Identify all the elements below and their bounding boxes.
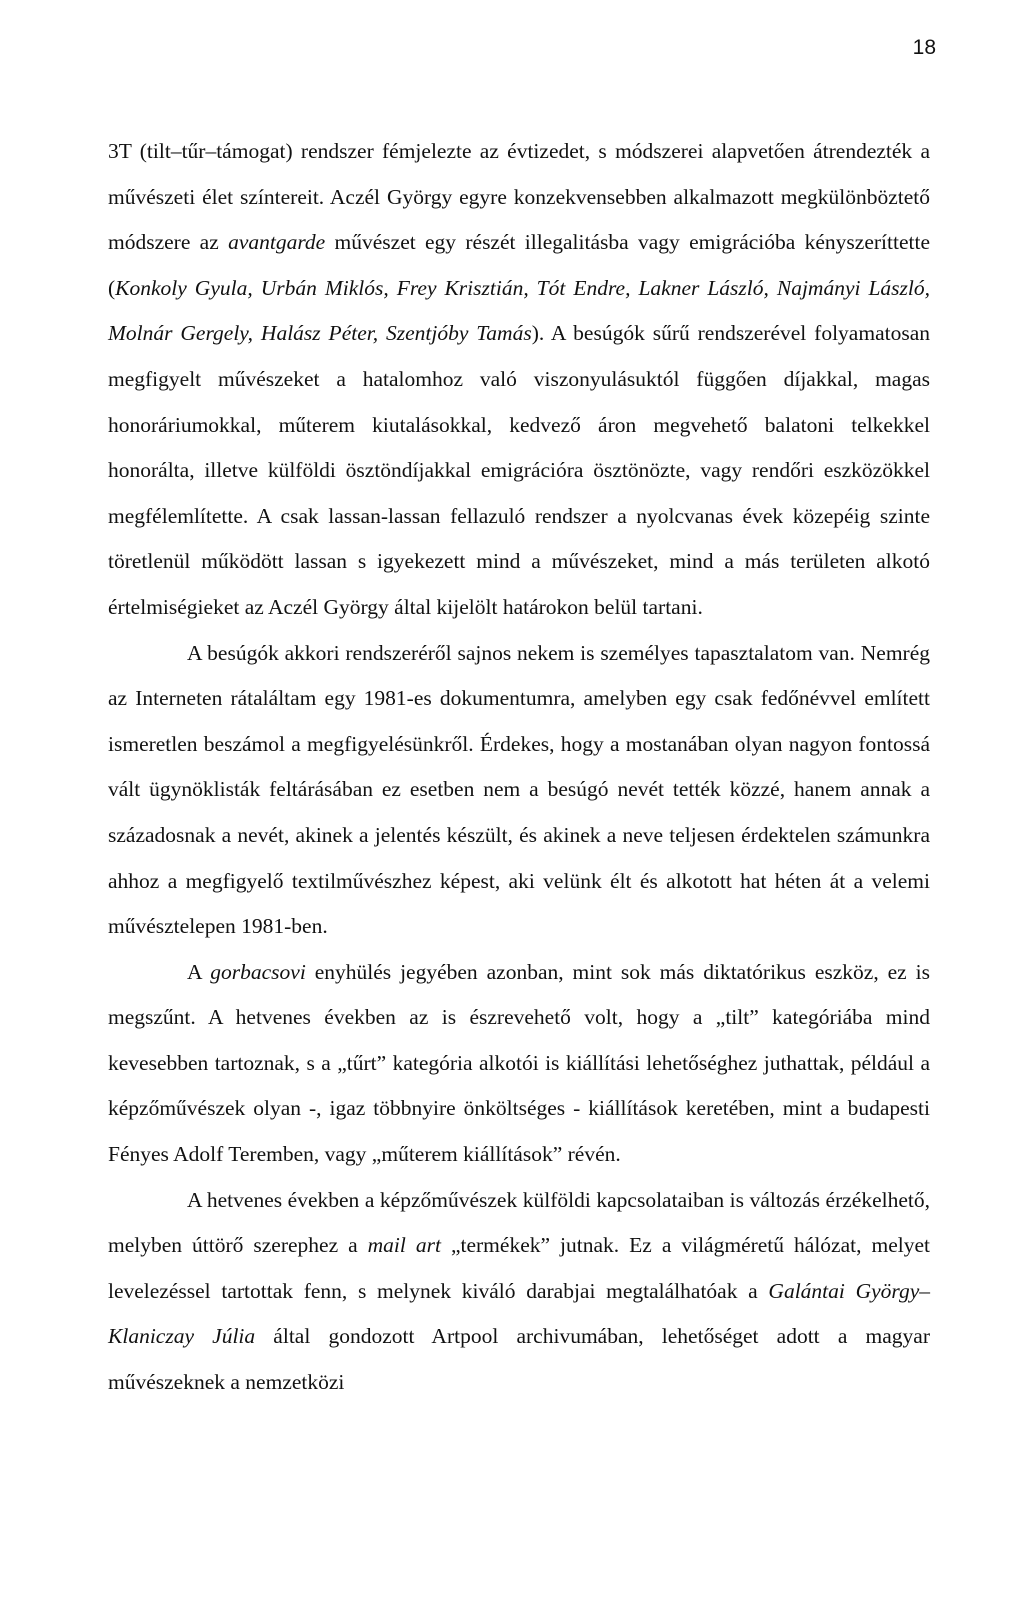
- text-run: A: [187, 959, 211, 984]
- text-run: 3T (tilt–tűr–támogat) rendszer fémjelezte az évtizedet, s módszerei alapvetően átrendezték a művészeti élet színtereit. Aczél György egyre konzekvensebben alkalmazott megkülönböztető módszere az: [108, 139, 930, 255]
- text-run: „termékek” jutnak. Ez a világméretű hálózat, melyet levelezéssel tartottak fenn, s melynek kiváló darabjai megtalálhatóak a: [108, 1233, 930, 1303]
- paragraph: [108, 631, 930, 950]
- paragraph: [108, 950, 930, 1178]
- text-run: művészet egy részét illegalitásba vagy emigrációba kényszeríttette (: [108, 230, 930, 300]
- italic-text-run: Konkoly Gyula, Urbán Miklós, Frey Krisztián, Tót Endre, Lakner László, Najmányi László, Molnár Gergely, Halász Péter, Szentjóby Tamás: [108, 275, 930, 346]
- text-run: enyhülés jegyében azonban, mint sok más diktatórikus eszköz, ez is megszűnt. A hetvenes években az is észrevehető volt, hogy a „tilt” kategóriába mind kevesebben tartoznak, s a „tűrt” kategória alkotói is kiállítási lehetőséghez juthattak, például a képzőművészek olyan -, igaz többnyire önköltséges - kiállítások keretében, mint a budapesti Fényes Adolf Teremben, vagy „műterem kiállítások” révén.: [108, 959, 930, 1167]
- italic-text-run: gorbacsovi: [210, 959, 306, 984]
- paragraph: [108, 1178, 930, 1406]
- italic-text-run: avantgarde: [228, 230, 326, 255]
- document-body: [108, 129, 930, 1406]
- paragraph: [108, 129, 930, 631]
- text-run: A hetvenes években a képzőművészek külföldi kapcsolataiban is változás érzékelhető, melyben úttörő szerephez a: [108, 1187, 930, 1258]
- text-run: által gondozott Artpool archivumában, lehetőséget adott a magyar művészeknek a nemzetközi: [108, 1324, 930, 1395]
- italic-text-run: Galántai György–Klaniczay Júlia: [108, 1278, 930, 1349]
- text-run: A besúgók akkori rendszeréről sajnos nekem is személyes tapasztalatom van. Nemrég az Interneten rátaláltam egy 1981-es dokumentumra, amelyben egy csak fedőnévvel említett ismeretlen beszámol a megfigyelésünkről. Érdekes, hogy a mostanában olyan nagyon fontossá vált ügynöklisták feltárásában ez esetben nem a besúgó nevét tették közzé, hanem annak a századosnak a nevét, akinek a jelentés készült, és akinek a neve teljesen érdektelen számunkra ahhoz a megfigyelő textilművészhez képest, aki velünk élt és alkotott hat héten át a velemi művésztelepen 1981-ben.: [108, 640, 930, 939]
- italic-text-run: mail art: [367, 1233, 441, 1258]
- page-number: 18: [912, 36, 936, 59]
- text-run: ). A besúgók sűrű rendszerével folyamatosan megfigyelt művészeket a hatalomhoz való viszonyulásuktól függően díjakkal, magas honoráriumokkal, műterem kiutalásokkal, kedvező áron megvehető balatoni telkekkel honorálta, illetve külföldi ösztöndíjakkal emigrációra ösztönözte, vagy rendőri eszközökkel megfélemlítette. A csak lassan-lassan fellazuló rendszer a nyolcvanas évek közepéig szinte töretlenül működött lassan s igyekezett mind a művészeket, mind a más területen alkotó értelmiségieket az Aczél György által kijelölt határokon belül tartani.: [108, 321, 930, 619]
